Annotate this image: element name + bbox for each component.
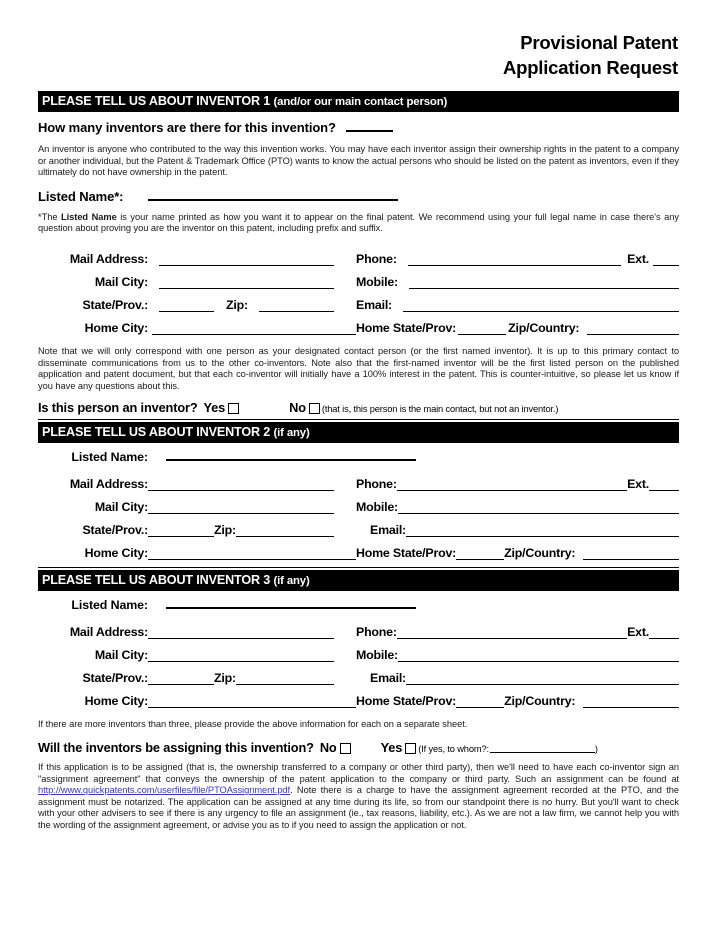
- inventor-1-zip-country-input[interactable]: [587, 320, 679, 335]
- inventor-3-home-state-prov-label: Home State/Prov:: [356, 694, 457, 709]
- inventor-2-fields: [38, 470, 679, 562]
- inventor-3-state-prov-input[interactable]: [148, 670, 214, 685]
- inventor-1-mail-address-label: Mail Address:: [69, 251, 148, 266]
- inventor-2-email-input[interactable]: [406, 522, 679, 537]
- inventor-2-mail-city-input[interactable]: [148, 499, 334, 514]
- inventor-3-phone-input[interactable]: [397, 624, 627, 639]
- inventor-1-listed-name-input[interactable]: [148, 199, 398, 201]
- inventor-1-phone-label: Phone:: [356, 251, 397, 266]
- document-content: [38, 0, 679, 832]
- more-inventors-note: If there are more inventors than three, please provide the above information for each on a separate sheet.: [38, 719, 468, 730]
- inventor-3-mail-city-label: Mail City:: [94, 648, 148, 663]
- inventor-1-home-city-label: Home City:: [84, 320, 148, 335]
- inventor-1-email-label: Email:: [356, 297, 392, 312]
- inventor-3-zip-country-input[interactable]: [583, 693, 679, 708]
- listed-name-note: [38, 212, 679, 235]
- inventor-3-zip-input[interactable]: [236, 670, 334, 685]
- inventor-2-state-prov-label: State/Prov.:: [82, 523, 148, 538]
- inventor-3-email-label: Email:: [370, 671, 406, 686]
- how-many-inventors-question: [38, 120, 679, 135]
- inventor-1-mail-address-input[interactable]: [159, 251, 334, 266]
- inventor-2-row-city: [38, 493, 679, 516]
- section-header-inventor-2-main: PLEASE TELL US ABOUT INVENTOR 2: [42, 425, 271, 440]
- inventor-1-row-home: [38, 314, 679, 337]
- inventor-2-home-city-label: Home City:: [84, 546, 148, 561]
- inventor-3-ext-label: Ext.: [627, 625, 649, 640]
- inventor-1-is-inventor-question: [38, 400, 679, 415]
- inventor-1-home-state-prov-label: Home State/Prov:: [356, 320, 457, 335]
- inventor-1-row-state-zip: [38, 291, 679, 314]
- section-header-inventor-1-main: PLEASE TELL US ABOUT INVENTOR 1: [42, 94, 271, 108]
- inventor-2-mobile-label: Mobile:: [356, 500, 398, 515]
- assignment-assignee-input[interactable]: [490, 738, 595, 753]
- inventor-3-home-state-prov-input[interactable]: [456, 693, 504, 708]
- assignment-question-label: Will the inventors be assigning this invention?: [38, 739, 314, 755]
- assignment-yes-checkbox[interactable]: [405, 743, 416, 754]
- inventor-1-home-city-input[interactable]: [152, 320, 356, 335]
- inventor-2-zip-label: Zip:: [214, 523, 236, 538]
- inventor-3-zip-country-label: Zip/Country:: [504, 694, 576, 709]
- inventor-1-mail-city-label: Mail City:: [94, 274, 148, 289]
- inventor-3-row-state-zip: [38, 664, 679, 687]
- inventor-2-listed-name-input[interactable]: [166, 459, 416, 461]
- inventor-3-row-city: [38, 641, 679, 664]
- inventor-3-state-prov-label: State/Prov.:: [82, 671, 148, 686]
- listed-name-note-prefix: *The: [38, 211, 61, 222]
- inventor-1-mail-city-input[interactable]: [159, 274, 334, 289]
- inventor-2-email-label: Email:: [370, 523, 406, 538]
- inventor-2-home-city-input[interactable]: [148, 545, 356, 560]
- inventor-2-home-state-prov-input[interactable]: [456, 545, 504, 560]
- inventor-2-zip-country-input[interactable]: [583, 545, 679, 560]
- section-header-inventor-1-sub: (and/or our main contact person): [273, 96, 448, 108]
- inventor-1-is-inventor-label: Is this person an inventor?: [38, 400, 198, 416]
- section-header-inventor-3-main: PLEASE TELL US ABOUT INVENTOR 3: [42, 573, 271, 588]
- inventor-2-mail-address-label: Mail Address:: [69, 477, 148, 492]
- inventor-3-mail-address-label: Mail Address:: [69, 625, 148, 640]
- section-header-inventor-1: [38, 91, 679, 112]
- inventor-3-mobile-input[interactable]: [398, 647, 679, 662]
- inventor-1-state-prov-input[interactable]: [159, 297, 214, 312]
- inventor-3-listed-name-label: Listed Name:: [71, 598, 148, 613]
- inventor-2-row-state-zip: [38, 516, 679, 539]
- inventor-1-zip-input[interactable]: [259, 297, 334, 312]
- section-header-inventor-3: [38, 570, 679, 591]
- assignment-no-checkbox[interactable]: [340, 743, 351, 754]
- inventor-2-listed-name-row: [38, 450, 679, 464]
- inventor-2-mobile-input[interactable]: [398, 499, 679, 514]
- contact-person-note: Note that we will only correspond with one person as your designated contact person (or the first named inventor). It is up to this primary contact to disseminate communications from us to the other co-inventors. Note also that the first-named inventor will be the first listed person on the published application and patent document, but that each co-inventor will initially have a 100% interest in the patent. This is counter-intuitive, so please let us know if you have any questions about this.: [38, 345, 679, 391]
- inventor-2-home-state-prov-label: Home State/Prov:: [356, 546, 457, 561]
- inventor-3-row-address: [38, 618, 679, 641]
- section-header-inventor-2: [38, 422, 679, 443]
- inventor-1-home-state-prov-input[interactable]: [458, 320, 506, 335]
- assignment-agreement-link[interactable]: http://www.quickpatents.com/userfiles/file/PTOAssignment.pdf: [38, 785, 291, 796]
- inventor-3-mobile-label: Mobile:: [356, 648, 398, 663]
- inventor-3-row-home: [38, 687, 679, 710]
- inventor-3-phone-label: Phone:: [356, 625, 397, 640]
- inventor-1-yes-checkbox[interactable]: [228, 403, 239, 414]
- inventor-3-mail-city-input[interactable]: [148, 647, 334, 662]
- assignment-paragraph-part1: If this application is to be assigned (that is, the ownership transferred to a company or other third party), then we'll need to have each co-inventor sign an "assignment agreement" that conveys the ownership of the patent application to the company or third party. Such an assignment can be found at: [38, 761, 679, 784]
- assignment-no-label: No: [319, 739, 337, 755]
- how-many-inventors-input[interactable]: [346, 130, 393, 132]
- inventor-1-zip-label: Zip:: [226, 297, 248, 312]
- inventor-3-listed-name-input[interactable]: [166, 607, 416, 609]
- inventor-2-zip-input[interactable]: [236, 522, 334, 537]
- inventor-1-state-prov-label: State/Prov.:: [82, 297, 148, 312]
- page-title-line2: Application Request: [502, 57, 678, 78]
- assignment-yes-label: Yes: [380, 739, 403, 755]
- inventor-3-home-city-input[interactable]: [148, 693, 356, 708]
- assignment-explanation-paragraph: [38, 762, 679, 832]
- section-header-inventor-3-sub: (if any): [273, 575, 310, 588]
- how-many-inventors-label: How many inventors are there for this invention?: [38, 120, 336, 135]
- section-header-inventor-2-sub: (if any): [273, 427, 310, 440]
- inventor-2-state-prov-input[interactable]: [148, 522, 214, 537]
- inventor-1-no-label: No: [289, 400, 306, 416]
- inventor-1-yes-label: Yes: [203, 400, 226, 416]
- assignment-question-row: [38, 738, 679, 755]
- inventor-definition-paragraph: An inventor is anyone who contributed to the way this invention works. You may have each inventor assign their ownership rights in the patent to a company or another individual, but the Patent & Trademark Office (PTO) wants to know the actual persons who should be listed on the patent as inventors, even if they ultimately do not have ownership in the patent.: [38, 144, 679, 178]
- inventor-1-phone-input[interactable]: [408, 251, 621, 266]
- inventor-1-row-city: [38, 268, 679, 291]
- inventor-3-home-city-label: Home City:: [84, 694, 148, 709]
- inventor-1-ext-input[interactable]: [653, 251, 679, 266]
- inventor-2-row-address: [38, 470, 679, 493]
- assignment-yes-parenthetical-prefix: (If yes, to whom?:: [418, 743, 489, 754]
- inventor-2-mail-address-input[interactable]: [148, 476, 334, 491]
- page-title: [38, 0, 679, 80]
- inventor-1-zip-country-label: Zip/Country:: [508, 320, 580, 335]
- inventor-1-listed-name-label: Listed Name*:: [38, 188, 124, 204]
- inventor-3-ext-input[interactable]: [649, 624, 679, 639]
- inventor-2-phone-label: Phone:: [356, 477, 397, 492]
- assignment-yes-parenthetical-suffix: ): [594, 743, 598, 754]
- inventor-3-mail-address-input[interactable]: [148, 624, 334, 639]
- inventor-2-ext-label: Ext.: [627, 477, 649, 492]
- inventor-2-zip-country-label: Zip/Country:: [504, 546, 576, 561]
- inventor-3-zip-label: Zip:: [214, 671, 236, 686]
- page-title-line1: Provisional Patent: [520, 32, 678, 53]
- inventor-1-ext-label: Ext.: [627, 251, 649, 266]
- inventor-2-ext-input[interactable]: [649, 476, 679, 491]
- inventor-1-no-parenthetical: (that is, this person is the main contact, but not an inventor.): [321, 404, 559, 415]
- inventor-1-row-address: [38, 245, 679, 268]
- inventor-3-email-input[interactable]: [406, 670, 679, 685]
- inventor-1-mobile-label: Mobile:: [356, 274, 398, 289]
- inventor-1-no-checkbox[interactable]: [309, 403, 320, 414]
- inventor-2-listed-name-label: Listed Name:: [71, 450, 148, 465]
- inventor-1-listed-name-row: [38, 189, 679, 204]
- inventor-1-mobile-input[interactable]: [409, 274, 679, 289]
- inventor-2-phone-input[interactable]: [397, 476, 627, 491]
- inventor-1-fields: [38, 245, 679, 337]
- inventor-3-fields: [38, 618, 679, 710]
- listed-name-note-rest: is your name printed as how you want it to appear on the final patent. We recommend using your full legal name in case there's any question about proving you are the inventor on this patent, including prefix and suffix.: [38, 211, 679, 234]
- inventor-2-mail-city-label: Mail City:: [94, 500, 148, 515]
- listed-name-note-emphasis: Listed Name: [60, 211, 117, 222]
- assignment-paragraph-part2: . Note there is a charge to have the assignment agreement recorded at the PTO, and the assignment must be notarized. The application can be assigned at any time during its life, so from our standpoint there is no hurry. But you'll want to check with your other advisers to see if there is any urgency to file an assignment (ie., tax reasons, liability, etc.). As we are not a law firm, we cannot help you with the wording of the assignment agreement, or advise you as to if you need to assign the application or not.: [38, 785, 679, 830]
- inventor-1-email-input[interactable]: [403, 297, 679, 312]
- inventor-2-row-home: [38, 539, 679, 562]
- inventor-3-listed-name-row: [38, 598, 679, 612]
